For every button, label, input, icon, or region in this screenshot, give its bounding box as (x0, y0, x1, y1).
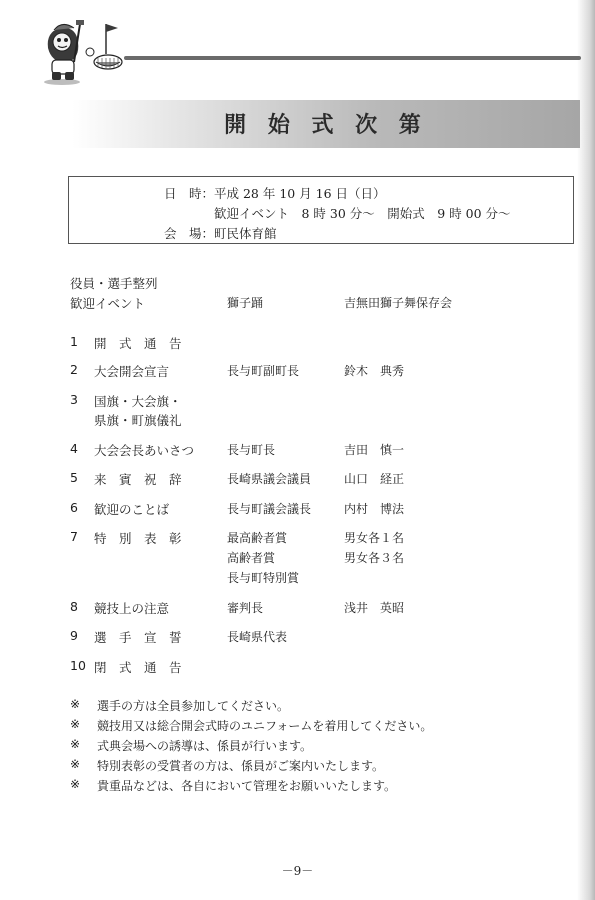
program-no: 9 (70, 628, 78, 643)
program-item: 来 賓 祝 辞 (94, 472, 182, 487)
golf-mascot-icon (40, 18, 126, 86)
page-title: 開 始 式 次 第 (224, 113, 428, 138)
program-no: 5 (70, 470, 78, 485)
program-role: 最高齢者賞 (227, 531, 288, 545)
program-person: 内村 博法 (344, 502, 405, 516)
venue-label: 会 場： (164, 226, 215, 241)
note-mark: ※ (70, 717, 81, 731)
note-item: 特別表彰の受賞者の方は、係員がご案内いたします。 (97, 759, 385, 773)
note-item: 選手の方は全員参加してください。 (97, 699, 290, 713)
program-item: 競技上の注意 (94, 601, 170, 616)
program-no: 6 (70, 500, 78, 515)
program-role: 長与町議会議長 (227, 502, 312, 516)
program-item: 国旗・大会旗・ (94, 394, 182, 409)
program-person: 山口 経正 (344, 472, 405, 486)
note-item: 貴重品などは、各自において管理をお願いいたします。 (97, 779, 397, 793)
venue-value: 町民体育館 (214, 226, 277, 241)
program-no: 7 (70, 529, 78, 544)
program-item: 特 別 表 彰 (94, 531, 182, 546)
note-item: 競技用又は総合開会式時のユニフォームを着用してください。 (97, 719, 433, 733)
note-item: 式典会場への誘導は、係員が行います。 (97, 739, 313, 753)
program-item: 大会会長あいさつ (94, 443, 195, 458)
welcome-by: 吉無田獅子舞保存会 (344, 296, 453, 310)
program-no: 2 (70, 362, 78, 377)
program-no: 4 (70, 441, 78, 456)
program-no: 10 (70, 658, 86, 673)
time-value: 歓迎イベント 8 時 30 分～ 開始式 9 時 00 分～ (214, 206, 511, 221)
program-role: 長与町副町長 (227, 364, 300, 378)
program-person-2: 男女各３名 (344, 551, 405, 565)
welcome-act: 獅子踊 (227, 296, 264, 310)
line-up-label: 役員・選手整列 (70, 276, 158, 291)
program-no: 8 (70, 599, 78, 614)
program-role: 長与町長 (227, 443, 276, 457)
program-person: 吉田 慎一 (344, 443, 405, 457)
note-mark: ※ (70, 737, 81, 751)
header-rule (124, 56, 581, 60)
page-number: －9－ (281, 864, 314, 878)
program-role-3: 長与町特別賞 (227, 571, 300, 585)
program-item: 閉 式 通 告 (94, 660, 182, 675)
program-role: 長崎県議会議員 (227, 472, 312, 486)
program-person: 鈴木 典秀 (344, 364, 405, 378)
program-no: 3 (70, 392, 78, 407)
welcome-label: 歓迎イベント (70, 296, 146, 311)
program-role: 長崎県代表 (227, 630, 288, 644)
program-item: 大会開会宣言 (94, 364, 170, 379)
program-role-2: 高齢者賞 (227, 551, 276, 565)
date-value: 平成 28 年 10 月 16 日（日） (214, 186, 386, 201)
note-mark: ※ (70, 777, 81, 791)
note-mark: ※ (70, 757, 81, 771)
date-label: 日 時： (164, 186, 215, 201)
program-person: 男女各１名 (344, 531, 405, 545)
program-person: 浅井 英昭 (344, 601, 405, 615)
program-item: 歓迎のことば (94, 502, 170, 517)
note-mark: ※ (70, 697, 81, 711)
program-role: 審判長 (227, 601, 264, 615)
program-item: 選 手 宣 誓 (94, 630, 182, 645)
program-item: 開 式 通 告 (94, 336, 182, 351)
program-item-line2: 県旗・町旗儀礼 (94, 413, 182, 428)
program-no: 1 (70, 334, 78, 349)
